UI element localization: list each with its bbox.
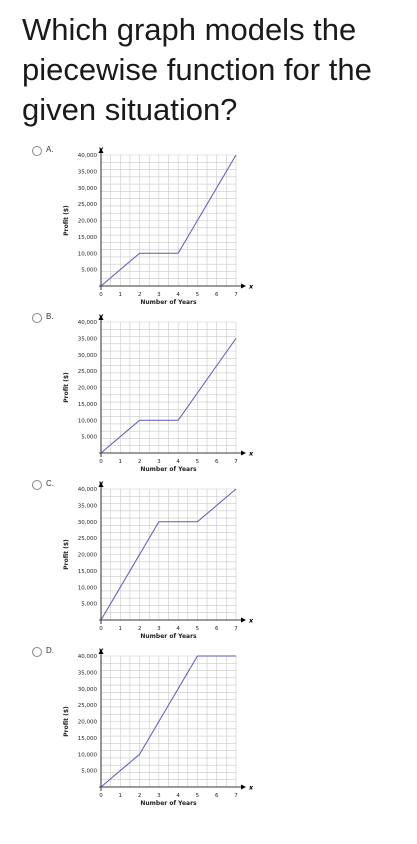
option-d[interactable] <box>30 646 270 806</box>
origin-label: 0 <box>99 459 103 465</box>
x-tick-label: 1 <box>118 292 123 298</box>
graph-d <box>30 646 270 808</box>
x-tick-label: 4 <box>176 459 180 465</box>
x-axis-title: Number of Years <box>140 633 197 640</box>
x-tick-label: 3 <box>157 292 161 298</box>
x-tick-label: 5 <box>195 793 200 799</box>
x-tick-label: 6 <box>214 793 219 799</box>
question-text: Which graph models the piecewise function for the given situation? <box>22 12 372 127</box>
origin-label: 0 <box>99 626 103 632</box>
y-tick-label: 10,000 <box>77 251 97 258</box>
y-tick-label: 40,000 <box>77 320 97 326</box>
x-tick-label: 6 <box>214 459 219 465</box>
y-tick-label: 5,000 <box>81 267 97 274</box>
x-axis-variable: x <box>249 449 254 458</box>
x-tick-label: 6 <box>214 626 219 632</box>
y-tick-label: 35,000 <box>77 336 97 343</box>
y-tick-label: 5,000 <box>81 768 97 775</box>
y-tick-label: 10,000 <box>77 418 97 425</box>
y-axis-variable: y <box>98 312 104 320</box>
option-c[interactable] <box>30 479 270 639</box>
y-tick-label: 20,000 <box>77 385 97 392</box>
x-axis-variable: x <box>249 783 254 792</box>
x-tick-label: 7 <box>234 793 238 799</box>
y-axis-title: Profit ($) <box>63 372 70 403</box>
y-tick-label: 20,000 <box>77 719 97 726</box>
y-tick-label: 10,000 <box>77 752 97 759</box>
y-tick-label: 25,000 <box>77 703 97 710</box>
y-tick-label: 5,000 <box>81 434 97 441</box>
x-tick-label: 3 <box>157 793 161 799</box>
x-axis-title: Number of Years <box>140 299 197 306</box>
origin-label: 0 <box>99 793 103 799</box>
x-axis-title: Number of Years <box>140 466 197 473</box>
x-tick-label: 3 <box>157 626 161 632</box>
x-tick-label: 2 <box>137 292 142 298</box>
y-tick-label: 15,000 <box>77 234 97 241</box>
x-tick-label: 2 <box>137 626 142 632</box>
x-axis-variable: x <box>249 616 254 625</box>
y-tick-label: 35,000 <box>77 169 97 176</box>
y-tick-label: 20,000 <box>77 218 97 225</box>
y-tick-label: 15,000 <box>77 401 97 408</box>
y-tick-label: 25,000 <box>77 369 97 376</box>
x-tick-label: 7 <box>234 292 238 298</box>
x-axis-arrow <box>241 785 246 790</box>
graph-b <box>30 312 270 474</box>
option-letter-d: D. <box>46 646 54 655</box>
y-axis-title: Profit ($) <box>63 706 70 737</box>
x-axis-arrow <box>241 284 246 289</box>
y-axis-variable: y <box>98 646 104 654</box>
y-tick-label: 20,000 <box>77 552 97 559</box>
option-a[interactable] <box>30 145 270 305</box>
y-tick-label: 30,000 <box>77 352 97 359</box>
y-axis-variable: y <box>98 145 104 153</box>
x-tick-label: 1 <box>118 626 123 632</box>
origin-label: 0 <box>99 292 103 298</box>
y-tick-label: 15,000 <box>77 568 97 575</box>
y-tick-label: 15,000 <box>77 735 97 742</box>
x-tick-label: 2 <box>137 459 142 465</box>
x-tick-label: 3 <box>157 459 161 465</box>
y-tick-label: 25,000 <box>77 536 97 543</box>
x-axis-arrow <box>241 451 246 456</box>
y-tick-label: 40,000 <box>77 153 97 159</box>
y-tick-label: 40,000 <box>77 487 97 493</box>
x-tick-label: 4 <box>176 626 180 632</box>
y-tick-label: 30,000 <box>77 185 97 192</box>
x-tick-label: 7 <box>234 459 238 465</box>
y-tick-label: 10,000 <box>77 585 97 592</box>
y-tick-label: 30,000 <box>77 686 97 693</box>
x-tick-label: 6 <box>214 292 219 298</box>
graph-a <box>30 145 270 307</box>
x-tick-label: 5 <box>195 292 200 298</box>
x-tick-label: 4 <box>176 292 180 298</box>
x-tick-label: 7 <box>234 626 238 632</box>
y-axis-title: Profit ($) <box>63 539 70 570</box>
option-letter-b: B. <box>46 312 54 321</box>
option-letter-a: A. <box>46 145 54 154</box>
y-tick-label: 35,000 <box>77 670 97 677</box>
x-tick-label: 1 <box>118 459 123 465</box>
option-b[interactable] <box>30 312 270 472</box>
x-axis-variable: x <box>249 282 254 291</box>
x-tick-label: 2 <box>137 793 142 799</box>
x-tick-label: 4 <box>176 793 180 799</box>
y-tick-label: 40,000 <box>77 654 97 660</box>
y-axis-variable: y <box>98 479 104 487</box>
x-tick-label: 5 <box>195 459 200 465</box>
x-tick-label: 5 <box>195 626 200 632</box>
y-tick-label: 5,000 <box>81 601 97 608</box>
option-letter-c: C. <box>46 479 54 488</box>
graph-c <box>30 479 270 641</box>
x-tick-label: 1 <box>118 793 123 799</box>
x-axis-title: Number of Years <box>140 800 197 807</box>
y-tick-label: 35,000 <box>77 503 97 510</box>
y-tick-label: 25,000 <box>77 202 97 209</box>
x-axis-arrow <box>241 618 246 623</box>
y-tick-label: 30,000 <box>77 519 97 526</box>
y-axis-title: Profit ($) <box>63 205 70 236</box>
